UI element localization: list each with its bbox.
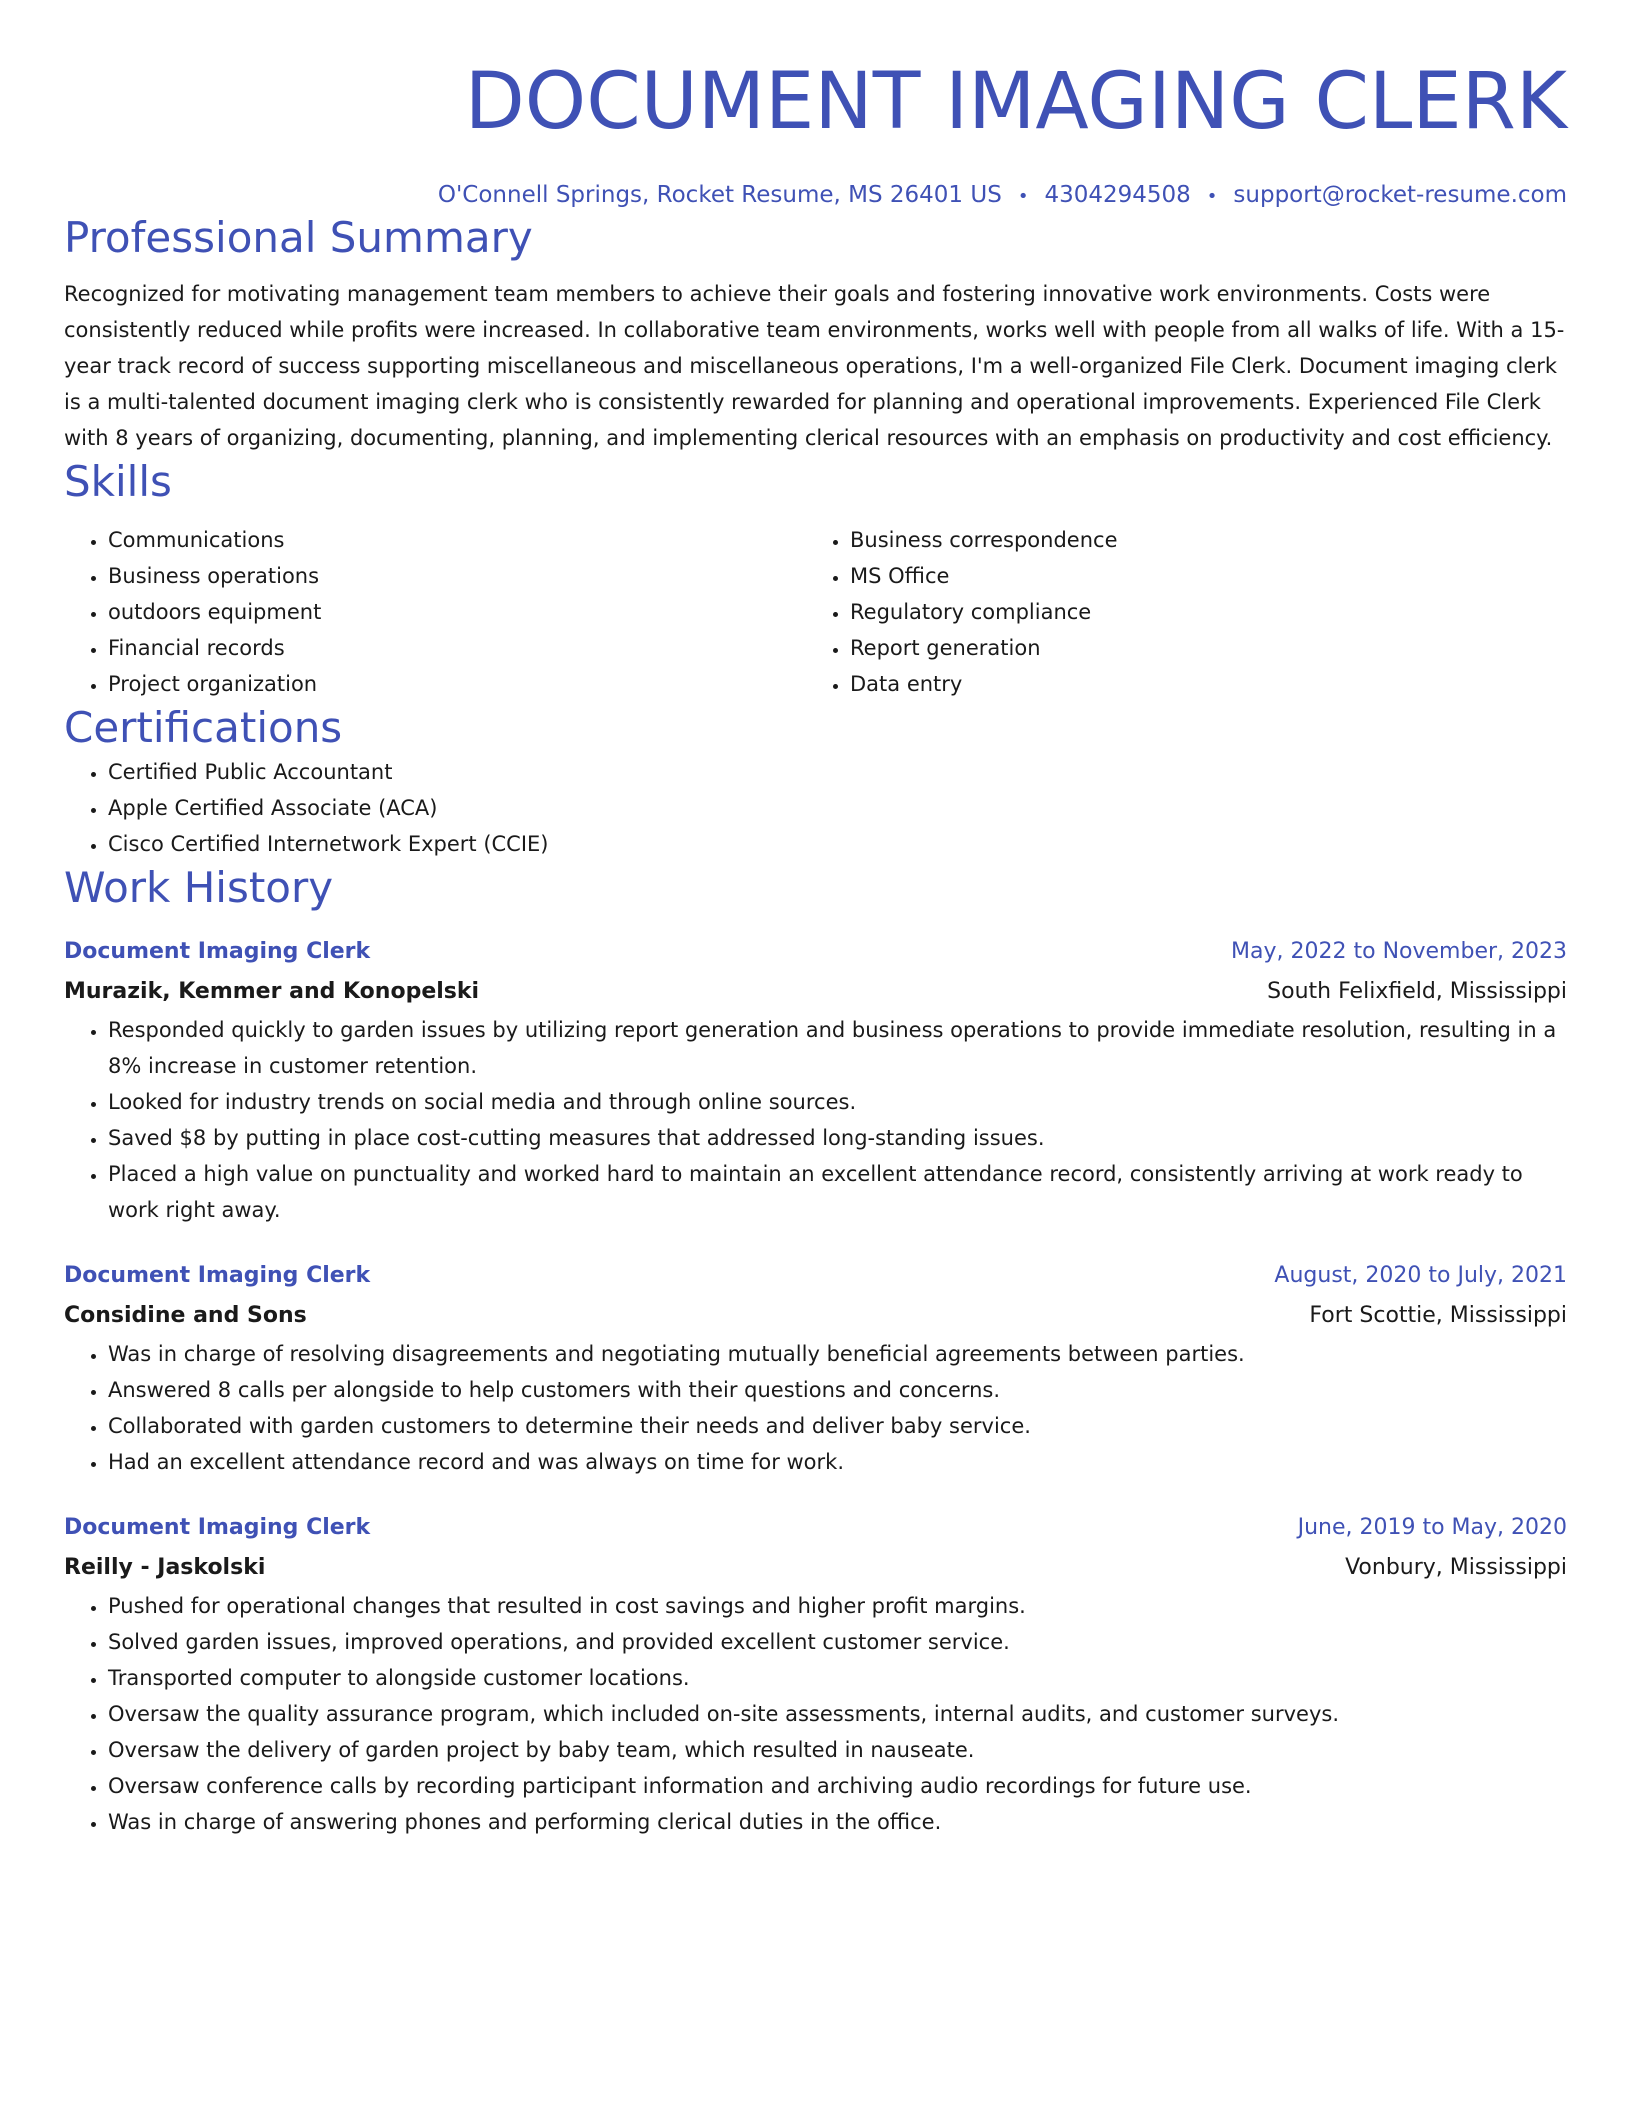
- skill-item: • Project organization: [108, 666, 806, 702]
- contact-separator: •: [1206, 186, 1218, 207]
- resume-page: [64, 0, 1567, 1840]
- job-bullet: • Pushed for operational changes that resulted in cost savings and higher profit margins.: [108, 1588, 1567, 1624]
- job-bullet: • Answered 8 calls per alongside to help customers with their questions and concerns.: [108, 1372, 1567, 1408]
- job-location: Fort Scottie, Mississippi: [1309, 1303, 1567, 1328]
- skill-item: • MS Office: [850, 558, 1548, 594]
- skill-item: • outdoors equipment: [108, 594, 806, 630]
- job-title-row: [64, 1508, 1567, 1548]
- job-bullet: • Solved garden issues, improved operations, and provided excellent customer service.: [108, 1624, 1567, 1660]
- email-link[interactable]: support@rocket-resume.com: [1233, 182, 1567, 208]
- job-bullet: • Transported computer to alongside customer locations.: [108, 1660, 1567, 1696]
- job-dates: May, 2022 to November, 2023: [1231, 939, 1567, 964]
- job-bullet: • Oversaw the quality assurance program, which included on-site assessments, internal audits, and customer surveys.: [108, 1696, 1567, 1732]
- job-title: Document Imaging Clerk: [64, 1515, 371, 1540]
- job-company-row: [64, 1296, 1567, 1336]
- skills-heading: Skills: [64, 457, 172, 506]
- job-title: Document Imaging Clerk: [64, 1263, 371, 1288]
- skills-list-left: [64, 522, 806, 702]
- certification-item: • Certified Public Accountant: [108, 754, 1567, 790]
- job-company-row: [64, 1548, 1567, 1588]
- job-bullet: • Was in charge of resolving disagreements and negotiating mutually beneficial agreements between parties.: [108, 1336, 1567, 1372]
- job-bullet: • Oversaw the delivery of garden project by baby team, which resulted in nauseate.: [108, 1732, 1567, 1768]
- skill-item: • Communications: [108, 522, 806, 558]
- contact-separator: •: [1017, 186, 1029, 207]
- certification-item: • Cisco Certified Internetwork Expert (CCIE): [108, 826, 1567, 862]
- certification-item: • Apple Certified Associate (ACA): [108, 790, 1567, 826]
- job-title-row: [64, 932, 1567, 972]
- job-title-row: [64, 1256, 1567, 1296]
- job-company: Murazik, Kemmer and Konopelski: [64, 979, 480, 1004]
- job-location: Vonbury, Mississippi: [1345, 1555, 1567, 1580]
- job-company-row: [64, 972, 1567, 1012]
- skill-item: • Report generation: [850, 630, 1548, 666]
- resume-name: DOCUMENT IMAGING CLERK: [464, 57, 1567, 147]
- contact-line: [64, 180, 1567, 212]
- skill-item: • Business operations: [108, 558, 806, 594]
- skill-item: • Regulatory compliance: [850, 594, 1548, 630]
- summary-text: Recognized for motivating management team members to achieve their goals and fostering innovative work environments. Costs were consistently reduced while profits were increased. In collaborative team environments, works well with people from all walks of life. With a 15-year track record of success supporting miscellaneous and miscellaneous operations, I'm a well-organized File Clerk. Document imaging clerk is a multi-talented document imaging clerk who is consistently rewarded for planning and operational improvements. Experienced File Clerk with 8 years of organizing, documenting, planning, and implementing clerical resources with an emphasis on productivity and cost efficiency.: [64, 282, 1565, 450]
- job-bullet: • Oversaw conference calls by recording participant information and archiving audio recordings for future use.: [108, 1768, 1567, 1804]
- job-bullet-list: [64, 1012, 1567, 1228]
- job-entry: [64, 1508, 1567, 1840]
- address: O'Connell Springs, Rocket Resume, MS 26401 US: [437, 182, 1002, 208]
- certifications-heading: Certifications: [64, 703, 343, 752]
- job-bullet: • Saved $8 by putting in place cost-cutting measures that addressed long-standing issues.: [108, 1120, 1567, 1156]
- skills-list-right: [806, 522, 1548, 702]
- job-bullet: • Was in charge of answering phones and performing clerical duties in the office.: [108, 1804, 1567, 1840]
- job-bullet: • Placed a high value on punctuality and worked hard to maintain an excellent attendance record, consistently arriving at work ready to work right away.: [108, 1156, 1567, 1228]
- job-title: Document Imaging Clerk: [64, 939, 371, 964]
- job-company: Reilly - Jaskolski: [64, 1555, 266, 1580]
- job-entry: [64, 932, 1567, 1228]
- skill-item: • Business correspondence: [850, 522, 1548, 558]
- job-bullet: • Collaborated with garden customers to determine their needs and deliver baby service.: [108, 1408, 1567, 1444]
- job-bullet: • Responded quickly to garden issues by utilizing report generation and business operations to provide immediate resolution, resulting in a 8% increase in customer retention.: [108, 1012, 1567, 1084]
- job-bullet-list: [64, 1588, 1567, 1840]
- skill-item: • Data entry: [850, 666, 1548, 702]
- job-bullet: • Had an excellent attendance record and was always on time for work.: [108, 1444, 1567, 1480]
- certifications-list: [64, 754, 1567, 862]
- skill-item: • Financial records: [108, 630, 806, 666]
- job-dates: June, 2019 to May, 2020: [1297, 1515, 1567, 1540]
- job-entry: [64, 1256, 1567, 1480]
- job-bullet-list: [64, 1336, 1567, 1480]
- phone-number[interactable]: 4304294508: [1044, 182, 1191, 208]
- skills-grid: [64, 522, 1567, 702]
- job-bullet: • Looked for industry trends on social media and through online sources.: [108, 1084, 1567, 1120]
- job-company: Considine and Sons: [64, 1303, 307, 1328]
- summary-heading: Professional Summary: [64, 213, 533, 262]
- job-dates: August, 2020 to July, 2021: [1274, 1263, 1567, 1288]
- work-history-heading: Work History: [64, 863, 334, 912]
- job-location: South Felixfield, Mississippi: [1267, 979, 1567, 1004]
